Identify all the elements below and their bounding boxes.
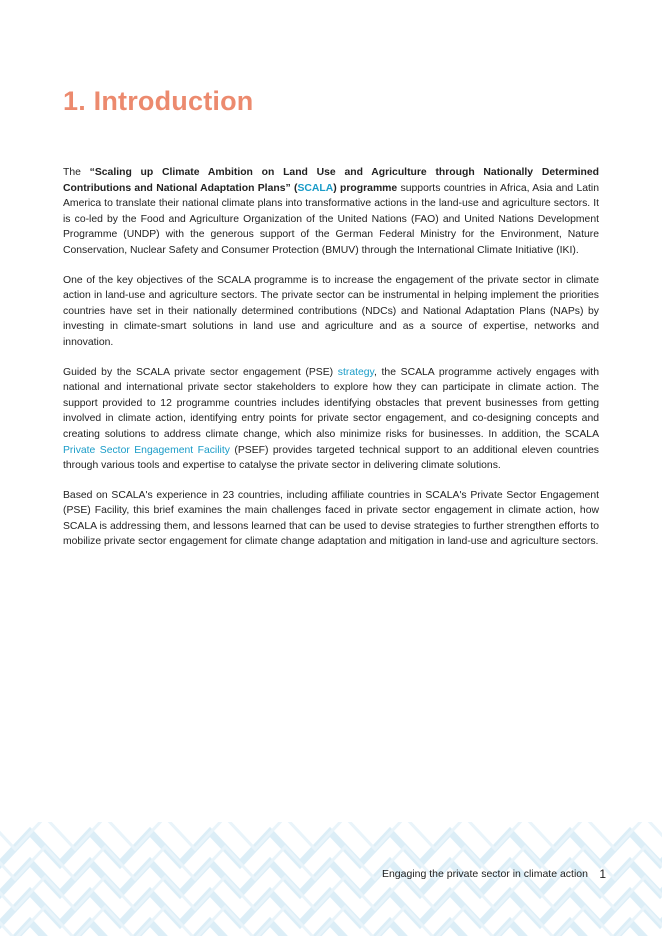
programme-name-part-2: ) programme <box>333 182 398 194</box>
paragraph-pse-strategy <box>63 365 599 474</box>
pse-text-3: (PSEF) provides targeted technical support to an additional eleven countries through various tools and expertise to catalyse the private sector in delivering climate solutions. <box>63 444 599 472</box>
pse-text-1: Guided by the SCALA private sector engagement (PSE) <box>63 366 338 378</box>
page-heading: 1. Introduction <box>63 86 254 116</box>
pse-text-2: , the SCALA programme actively engages with national and international private sector stakeholders to explore how they can participate in climate action. The support provided to 12 programme countries includes identifying obstacles that prevent businesses from getting involved in climate action, identifying entry points for private sector engagement, and co-designing concepts and creating solutions to address climate change, which also minimize risks for businesses. In addition, the SCALA <box>63 366 599 440</box>
intro-text-1: The <box>63 167 90 178</box>
footer-document-title: Engaging the private sector in climate action <box>381 868 588 880</box>
programme-name-part-1: “Scaling up Climate Ambition on Land Use and Agriculture through Nationally Determined Contributions and National Adaptation Plans” ( <box>63 167 599 194</box>
page-number: 1 <box>599 867 606 881</box>
psef-link[interactable]: Private Sector Engagement Facility <box>63 444 230 456</box>
intro-text-2: supports countries in Africa, Asia and Latin America to translate their national climate plans into transformative actions in the land-use and agriculture sectors. It is co-led by the Food and Agriculture Organization of the United Nations (FAO) and United Nations Development Programme (UNDP) with the generous support of the German Federal Ministry for the Environment, Nature Conservation, Nuclear Safety and Consumer Protection (BMUV) through the International Climate Initiative (IKI). <box>63 182 599 256</box>
strategy-link[interactable]: strategy <box>337 366 374 378</box>
scala-link[interactable]: SCALA <box>297 182 334 194</box>
main-content <box>63 165 599 564</box>
paragraph-brief-scope: Based on SCALA's experience in 23 countries, including affiliate countries in SCALA's Private Sector Engagement (PSE) Facility, this brief examines the main challenges faced in private sector engagement in climate action, how SCALA is addressing them, and lessons learned that can be used to devise strategies to further strengthen efforts to mobilize private sector engagement for climate change adaptation and mitigation in land-use and agriculture sectors. <box>63 489 599 548</box>
paragraph-intro <box>63 165 599 259</box>
paragraph-objectives: One of the key objectives of the SCALA programme is to increase the engagement of the private sector in climate action in land-use and agriculture sectors. The private sector can be instrumental in helping implement the priorities countries have set in their nationally determined contributions (NDCs) and National Adaptation Plans (NAPs) by investing in climate-smart solutions in land use and agriculture and as a source of expertise, networks and innovation. <box>63 274 599 348</box>
